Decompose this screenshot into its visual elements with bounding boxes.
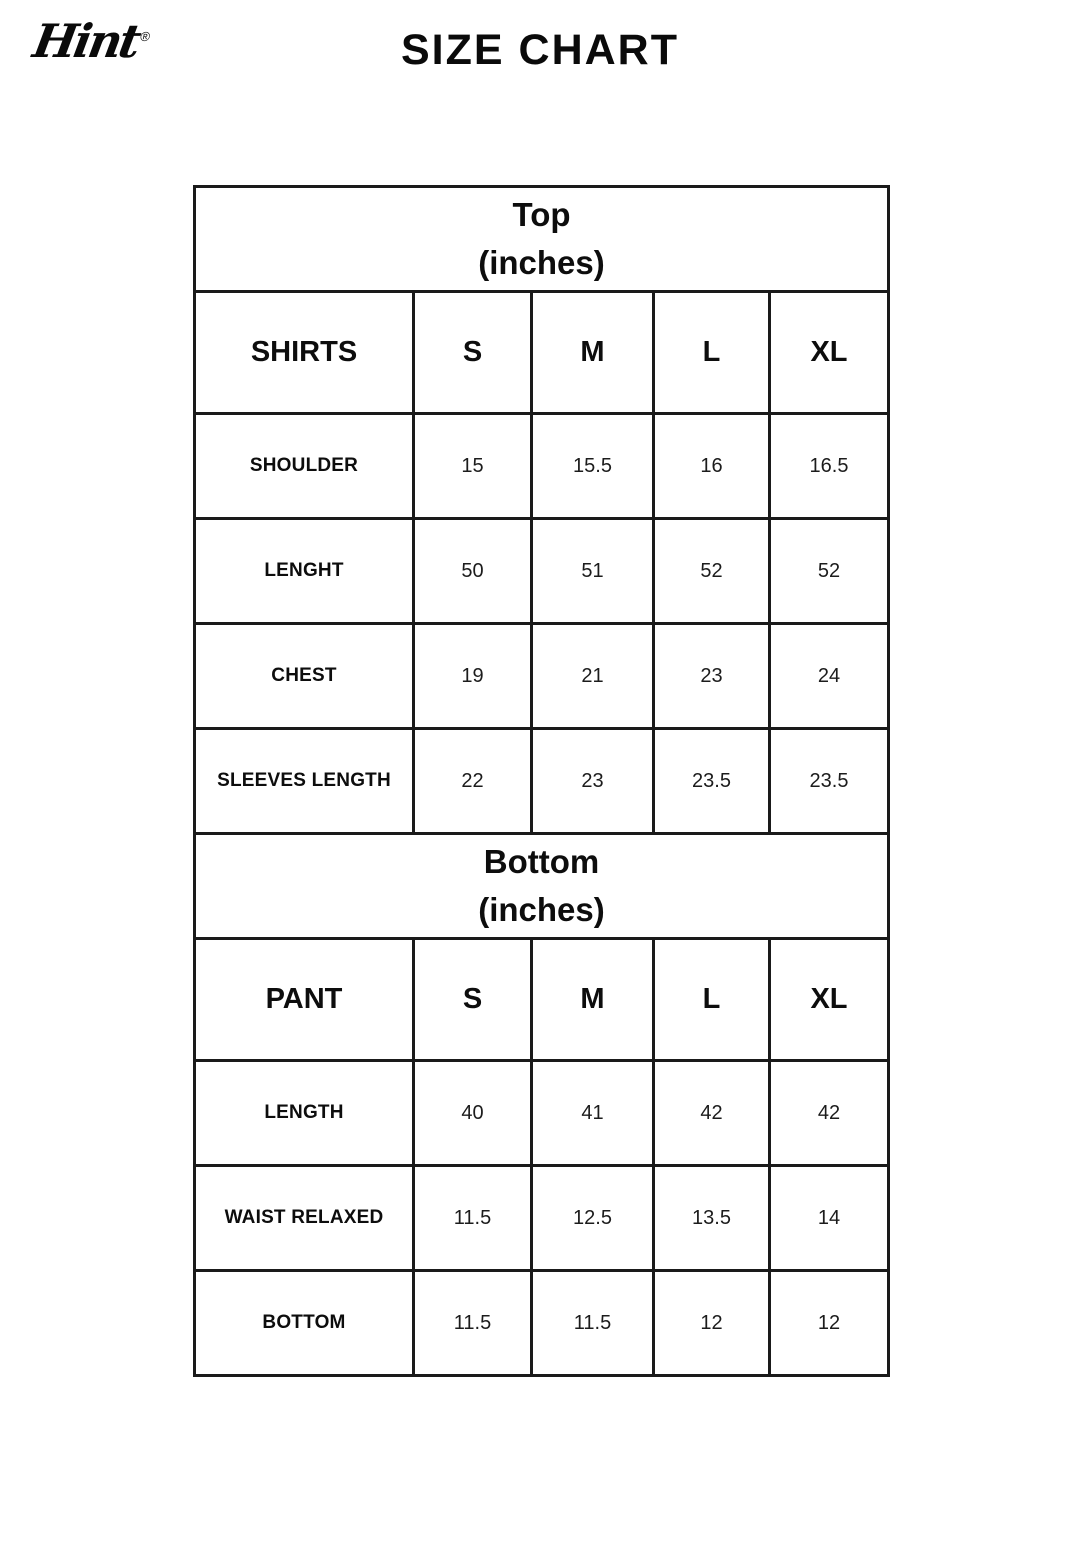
measure-value: 12.5	[532, 1166, 654, 1271]
measure-value: 23.5	[654, 729, 770, 834]
measure-value: 15	[414, 414, 532, 519]
table-row-length	[195, 1061, 889, 1166]
measure-value: 52	[770, 519, 889, 624]
measure-label: BOTTOM	[195, 1271, 414, 1376]
measure-value: 11.5	[532, 1271, 654, 1376]
registered-trademark-symbol: ®	[139, 28, 152, 44]
measure-value: 11.5	[414, 1271, 532, 1376]
measure-value: 52	[654, 519, 770, 624]
size-chart-table	[193, 185, 890, 1377]
section-header-bottom	[195, 834, 889, 939]
measure-value: 12	[770, 1271, 889, 1376]
table-row-chest	[195, 624, 889, 729]
measure-label: SLEEVES LENGTH	[195, 729, 414, 834]
measure-value: 42	[654, 1061, 770, 1166]
measure-value: 15.5	[532, 414, 654, 519]
measure-value: 16.5	[770, 414, 889, 519]
brand-logo-text: Hint	[29, 14, 143, 68]
section-header-top	[195, 187, 889, 292]
measure-value: 42	[770, 1061, 889, 1166]
measure-value: 51	[532, 519, 654, 624]
measure-value: 23	[654, 624, 770, 729]
size-label-xl: XL	[770, 292, 889, 414]
size-label-m: M	[532, 292, 654, 414]
size-label-xl: XL	[770, 939, 889, 1061]
table-row-waist-relaxed	[195, 1166, 889, 1271]
measure-label: LENGTH	[195, 1061, 414, 1166]
measure-value: 19	[414, 624, 532, 729]
size-label-l: L	[654, 939, 770, 1061]
measure-value: 23	[532, 729, 654, 834]
table-row-lenght	[195, 519, 889, 624]
section-title: Bottom	[483, 843, 600, 881]
measure-value: 16	[654, 414, 770, 519]
measure-value: 13.5	[654, 1166, 770, 1271]
section-title: Top	[512, 196, 571, 234]
measure-value: 24	[770, 624, 889, 729]
measure-value: 22	[414, 729, 532, 834]
table-row-bottom	[195, 1271, 889, 1376]
measure-value: 14	[770, 1166, 889, 1271]
measure-value: 11.5	[414, 1166, 532, 1271]
size-label-s: S	[414, 292, 532, 414]
section-subtitle: (inches)	[478, 244, 605, 281]
measure-value: 40	[414, 1061, 532, 1166]
measure-label: WAIST RELAXED	[195, 1166, 414, 1271]
table-row-sleeves-length	[195, 729, 889, 834]
section-header-top-cell	[195, 187, 889, 292]
measure-value: 23.5	[770, 729, 889, 834]
measure-value: 21	[532, 624, 654, 729]
measure-value: 41	[532, 1061, 654, 1166]
size-header-row-pant	[195, 939, 889, 1061]
section-header-bottom-cell	[195, 834, 889, 939]
garment-label: PANT	[195, 939, 414, 1061]
size-label-s: S	[414, 939, 532, 1061]
measure-label: LENGHT	[195, 519, 414, 624]
measure-value: 50	[414, 519, 532, 624]
page-title: SIZE CHART	[401, 26, 679, 74]
section-subtitle: (inches)	[478, 891, 605, 928]
garment-label: SHIRTS	[195, 292, 414, 414]
measure-label: SHOULDER	[195, 414, 414, 519]
size-label-l: L	[654, 292, 770, 414]
table-row-shoulder	[195, 414, 889, 519]
measure-value: 12	[654, 1271, 770, 1376]
size-header-row-shirts	[195, 292, 889, 414]
measure-label: CHEST	[195, 624, 414, 729]
size-label-m: M	[532, 939, 654, 1061]
